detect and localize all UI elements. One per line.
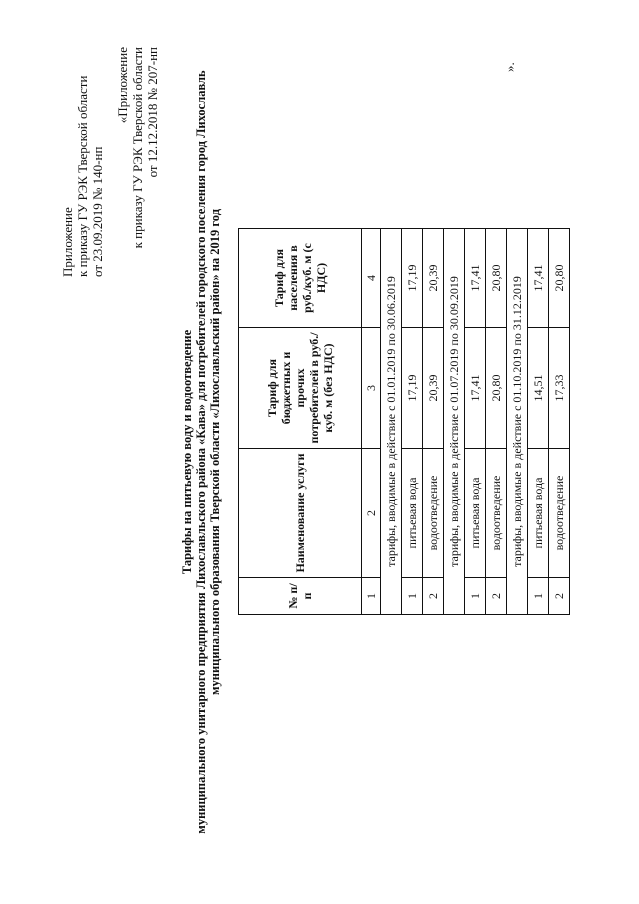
header-tariff-budget: Тариф для бюджетных и прочих потребителей в руб./куб. м (без НДС) — [238, 328, 361, 449]
column-index-row — [361, 229, 380, 615]
approval-line: от 12.12.2018 № 207-нп — [144, 47, 160, 178]
column-index: 4 — [361, 229, 380, 328]
service-name: водоотведение — [422, 449, 443, 578]
title-line: муниципального унитарного предприятия Лихославльского района «Кава» для потребителей городского поселения город Лихославль — [193, 70, 208, 834]
approval-block-previous — [115, 47, 160, 277]
column-index: 3 — [361, 328, 380, 449]
closing-quote-mark: ». — [501, 62, 517, 72]
approval-line: от 23.09.2019 № 140-нп — [89, 146, 105, 277]
tariff-population-value: 20,80 — [548, 229, 569, 328]
service-name: питьевая вода — [464, 449, 485, 578]
row-number: 1 — [527, 578, 548, 615]
tariff-budget-value: 17,33 — [548, 328, 569, 449]
tariff-population-value: 17,41 — [464, 229, 485, 328]
tariff-population-value: 17,41 — [527, 229, 548, 328]
row-number: 2 — [548, 578, 569, 615]
period-label: тарифы, вводимые в действие с 01.10.2019 по 31.12.2019 — [506, 229, 527, 615]
column-index: 1 — [361, 578, 380, 615]
row-number: 1 — [401, 578, 422, 615]
document-title — [180, 27, 222, 877]
tariff-population-value: 20,80 — [485, 229, 506, 328]
period-row — [380, 229, 401, 615]
approval-line: «Приложение — [114, 47, 130, 124]
table-row — [401, 229, 422, 615]
period-row — [443, 229, 464, 615]
approval-line: к приказу ГУ РЭК Тверской области — [74, 75, 90, 277]
row-number: 1 — [464, 578, 485, 615]
title-line: муниципального образования Тверской области «Лихославльский район» на 2019 год — [207, 208, 222, 696]
table-row — [548, 229, 569, 615]
tariff-budget-value: 14,51 — [527, 328, 548, 449]
period-row — [506, 229, 527, 615]
period-label: тарифы, вводимые в действие с 01.01.2019 по 30.06.2019 — [380, 229, 401, 615]
header-number: № п/п — [238, 578, 361, 615]
service-name: питьевая вода — [401, 449, 422, 578]
row-number: 2 — [485, 578, 506, 615]
service-name: водоотведение — [548, 449, 569, 578]
tariff-budget-value: 20,39 — [422, 328, 443, 449]
tariff-population-value: 20,39 — [422, 229, 443, 328]
period-label: тарифы, вводимые в действие с 01.07.2019 по 30.09.2019 — [443, 229, 464, 615]
rotated-sheet — [40, 27, 600, 877]
table-row — [485, 229, 506, 615]
tariff-population-value: 17,19 — [401, 229, 422, 328]
table-row — [422, 229, 443, 615]
service-name: питьевая вода — [527, 449, 548, 578]
tariff-budget-value: 17,19 — [401, 328, 422, 449]
table-row — [527, 229, 548, 615]
table-header-row — [238, 229, 361, 615]
tariff-budget-value: 17,41 — [464, 328, 485, 449]
tariff-table — [238, 228, 570, 615]
service-name: водоотведение — [485, 449, 506, 578]
approval-line: к приказу ГУ РЭК Тверской области — [129, 47, 145, 249]
header-service: Наименование услуги — [238, 449, 361, 578]
header-tariff-population: Тариф для населения в руб./куб. м (с НДС) — [238, 229, 361, 328]
table-row — [464, 229, 485, 615]
approval-block-current — [60, 47, 105, 277]
approval-line: Приложение — [59, 207, 75, 277]
tariff-budget-value: 20,80 — [485, 328, 506, 449]
row-number: 2 — [422, 578, 443, 615]
column-index: 2 — [361, 449, 380, 578]
title-line: Тарифы на питьевую воду и водоотведение — [179, 329, 194, 575]
